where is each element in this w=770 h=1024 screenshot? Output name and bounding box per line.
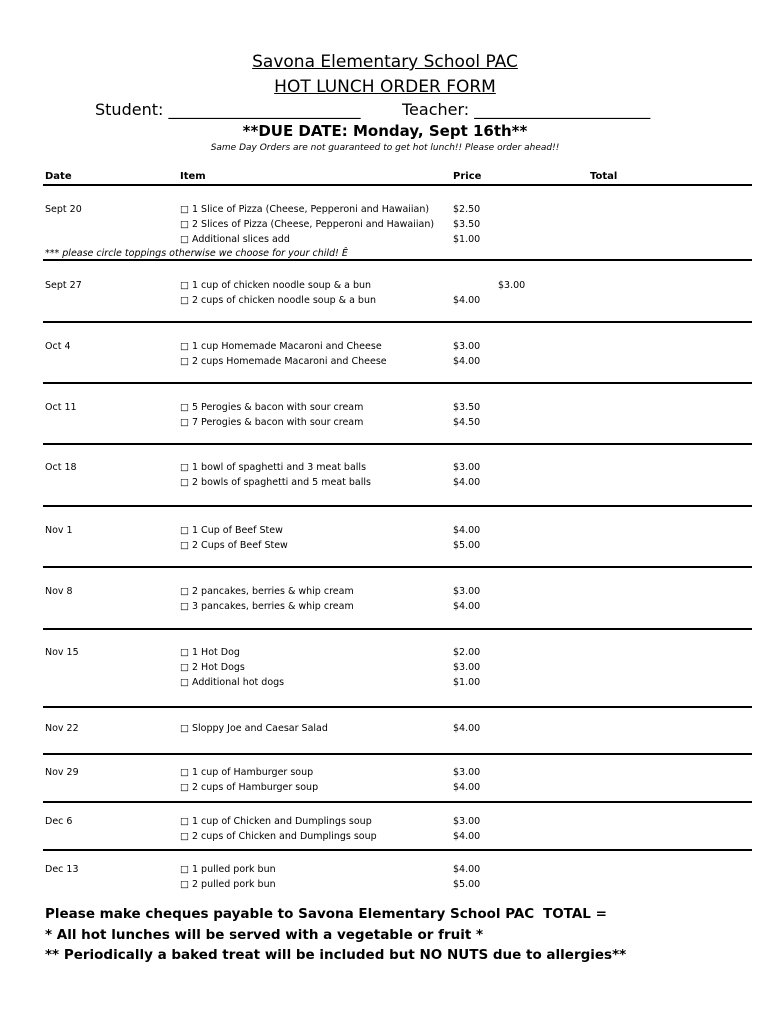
menu-item-option[interactable]: □ 2 cups of chicken noodle soup & a bun [180,295,376,306]
row-divider [43,753,752,755]
row-date: Nov 8 [45,586,73,597]
item-price: $4.50 [453,417,481,428]
item-price: $2.00 [453,647,481,658]
menu-item-option[interactable]: □ 1 cup Homemade Macaroni and Cheese [180,341,382,352]
row-divider [43,184,752,186]
row-date: Nov 29 [45,767,79,778]
item-price: $3.00 [453,341,481,352]
row-date: Oct 11 [45,402,77,413]
menu-item-option[interactable]: □ 2 pancakes, berries & whip cream [180,586,354,597]
item-price: $4.00 [453,356,481,367]
column-total: Total [590,171,618,182]
row-divider [43,321,752,323]
item-price: $3.00 [498,280,526,291]
org-title: Savona Elementary School PAC [252,52,518,72]
row-date: Nov 15 [45,647,79,658]
row-divider [43,566,752,568]
item-price: $3.50 [453,219,481,230]
row-divider [43,505,752,507]
menu-item-option[interactable]: □ 1 Hot Dog [180,647,240,658]
menu-item-option[interactable]: □ 2 bowls of spaghetti and 5 meat balls [180,477,371,488]
menu-item-option[interactable]: □ 1 cup of Chicken and Dumplings soup [180,816,372,827]
item-price: $2.50 [453,204,481,215]
menu-item-option[interactable]: □ 5 Perogies & bacon with sour cream [180,402,364,413]
menu-item-option[interactable]: □ 2 cups of Chicken and Dumplings soup [180,831,377,842]
menu-item-option[interactable]: □ 2 Hot Dogs [180,662,245,673]
item-price: $4.00 [453,782,481,793]
item-price: $4.00 [453,295,481,306]
column-date: Date [45,171,72,182]
item-price: $5.00 [453,540,481,551]
menu-item-option[interactable]: □ 7 Perogies & bacon with sour cream [180,417,364,428]
item-price: $5.00 [453,879,481,890]
item-price: $4.00 [453,477,481,488]
item-price: $4.00 [453,601,481,612]
item-price: $3.00 [453,767,481,778]
row-date: Sept 20 [45,204,82,215]
row-divider [43,382,752,384]
menu-item-option[interactable]: □ 1 bowl of spaghetti and 3 meat balls [180,462,367,473]
row-date: Dec 6 [45,816,73,827]
same-day-note: Same Day Orders are not guaranteed to get hot lunch!! Please order ahead!! [210,143,560,153]
item-price: $4.00 [453,831,481,842]
column-item: Item [180,171,206,182]
teacher-field: Teacher: ______________________ [402,100,651,119]
row-date: Dec 13 [45,864,79,875]
menu-item-option[interactable]: □ 2 Slices of Pizza (Cheese, Pepperoni and Hawaiian) [180,219,435,230]
menu-item-option[interactable]: □ 2 cups Homemade Macaroni and Cheese [180,356,387,367]
item-price: $1.00 [453,234,481,245]
menu-item-option[interactable]: □ Sloppy Joe and Caesar Salad [180,723,328,734]
row-divider [43,628,752,630]
row-date: Nov 1 [45,525,73,536]
menu-item-option[interactable]: □ 2 pulled pork bun [180,879,276,890]
row-date: Oct 18 [45,462,77,473]
menu-item-option[interactable]: □ 3 pancakes, berries & whip cream [180,601,354,612]
nuts-note: ** Periodically a baked treat will be included but NO NUTS due to allergies** [45,947,627,963]
row-date: Oct 4 [45,341,71,352]
row-divider [43,849,752,851]
item-price: $3.00 [453,586,481,597]
row-date: Nov 22 [45,723,79,734]
row-divider [43,443,752,445]
menu-item-option[interactable]: □ 1 pulled pork bun [180,864,276,875]
veg-note: * All hot lunches will be served with a vegetable or fruit * [45,927,484,943]
column-price: Price [453,171,482,182]
due-date: **DUE DATE: Monday, Sept 16th** [242,122,528,140]
menu-item-option[interactable]: □ Additional hot dogs [180,677,285,688]
cheques-note: Please make cheques payable to Savona Elementary School PAC [45,906,535,922]
item-price: $3.50 [453,402,481,413]
row-date: Sept 27 [45,280,82,291]
row-divider [43,706,752,708]
item-price: $3.00 [453,462,481,473]
total-label: TOTAL = [543,906,607,922]
menu-item-option[interactable]: □ 2 Cups of Beef Stew [180,540,288,551]
menu-item-option[interactable]: □ 1 Cup of Beef Stew [180,525,283,536]
student-field: Student: ________________________ [95,100,361,119]
row-divider [43,801,752,803]
menu-item-option[interactable]: □ 1 Slice of Pizza (Cheese, Pepperoni and Hawaiian) [180,204,430,215]
item-price: $3.00 [453,662,481,673]
menu-item-option[interactable]: □ 2 cups of Hamburger soup [180,782,319,793]
item-price: $3.00 [453,816,481,827]
toppings-note: *** please circle toppings otherwise we choose for your child! Ê [45,248,348,259]
menu-item-option[interactable]: □ Additional slices add [180,234,290,245]
menu-item-option[interactable]: □ 1 cup of Hamburger soup [180,767,314,778]
item-price: $4.00 [453,723,481,734]
menu-item-option[interactable]: □ 1 cup of chicken noodle soup & a bun [180,280,372,291]
form-title: HOT LUNCH ORDER FORM [274,77,496,97]
item-price: $4.00 [453,525,481,536]
item-price: $1.00 [453,677,481,688]
item-price: $4.00 [453,864,481,875]
